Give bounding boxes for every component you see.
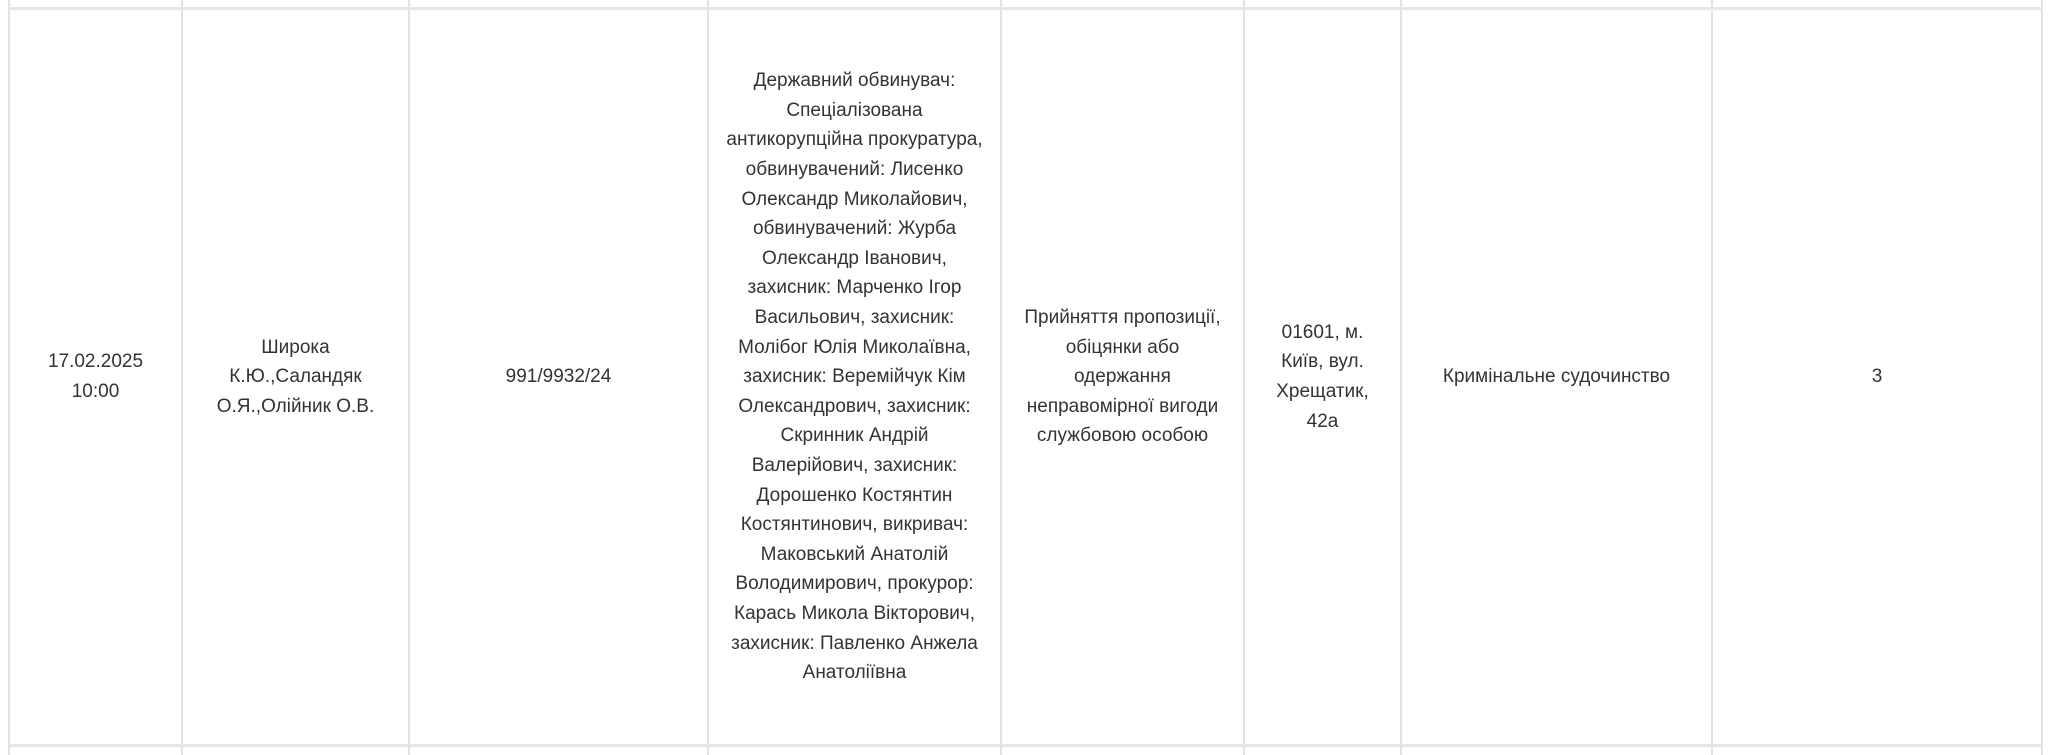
case-description-text: Прийняття пропозиції, обіцянки або одержання неправомірної вигоди службовою особою [1024,307,1220,446]
cell [1712,0,2042,9]
cell [182,0,409,9]
table-row-previous-partial [9,0,2042,9]
proceeding-type-text: Кримінальне судочинство [1443,366,1670,387]
court-schedule-wrapper [8,0,2041,755]
cell [1401,0,1712,9]
cell [708,746,1001,755]
cell [1001,746,1244,755]
court-address-text: 01601, м. Київ, вул. Хрещатик, 42а [1276,322,1369,432]
cell [409,0,708,9]
courtroom-number: 3 [1872,366,1883,387]
description-cell [1001,9,1244,746]
judges-text: Широка К.Ю.,Саландяк О.Я.,Олійник О.В. [217,337,375,417]
courtroom-cell [1712,9,2042,746]
cell [1001,0,1244,9]
table-row-next-partial [9,746,2042,755]
parties-text: Державний обвинувач: Спеціалізована антикорупційна прокуратура, обвинувачений: Лисенко Олександр Миколайович, обвинувачений: Журба Олександр Іванович, захисник: Марченко Ігор Васильович, захисник: Молібог Юлія Миколаївна, захисник: Веремійчук Кім Олександрович, захисник: Скринник Андрій Валерійович, захисник: Дорошенко Костянтин Костянтинович, викривач: Маковський Анатолій Володимирович, прокурор: Карась Микола Вікторович, захисник: Павленко Анжела Анатоліївна [726,70,982,683]
hearing-date: 17.02.2025 [24,347,167,377]
parties-cell [708,9,1001,746]
hearing-time: 10:00 [24,377,167,407]
cell [1244,0,1401,9]
cell [708,0,1001,9]
case-number-cell [409,9,708,746]
cell [409,746,708,755]
proceeding-type-cell [1401,9,1712,746]
cell [182,746,409,755]
cell [1244,746,1401,755]
case-number-text: 991/9932/24 [506,366,612,387]
cell [1401,746,1712,755]
table-row [9,9,2042,746]
court-schedule-table [8,0,2043,755]
judges-cell [182,9,409,746]
address-cell [1244,9,1401,746]
cell [1712,746,2042,755]
date-time-cell [9,9,182,746]
cell [9,746,182,755]
cell [9,0,182,9]
